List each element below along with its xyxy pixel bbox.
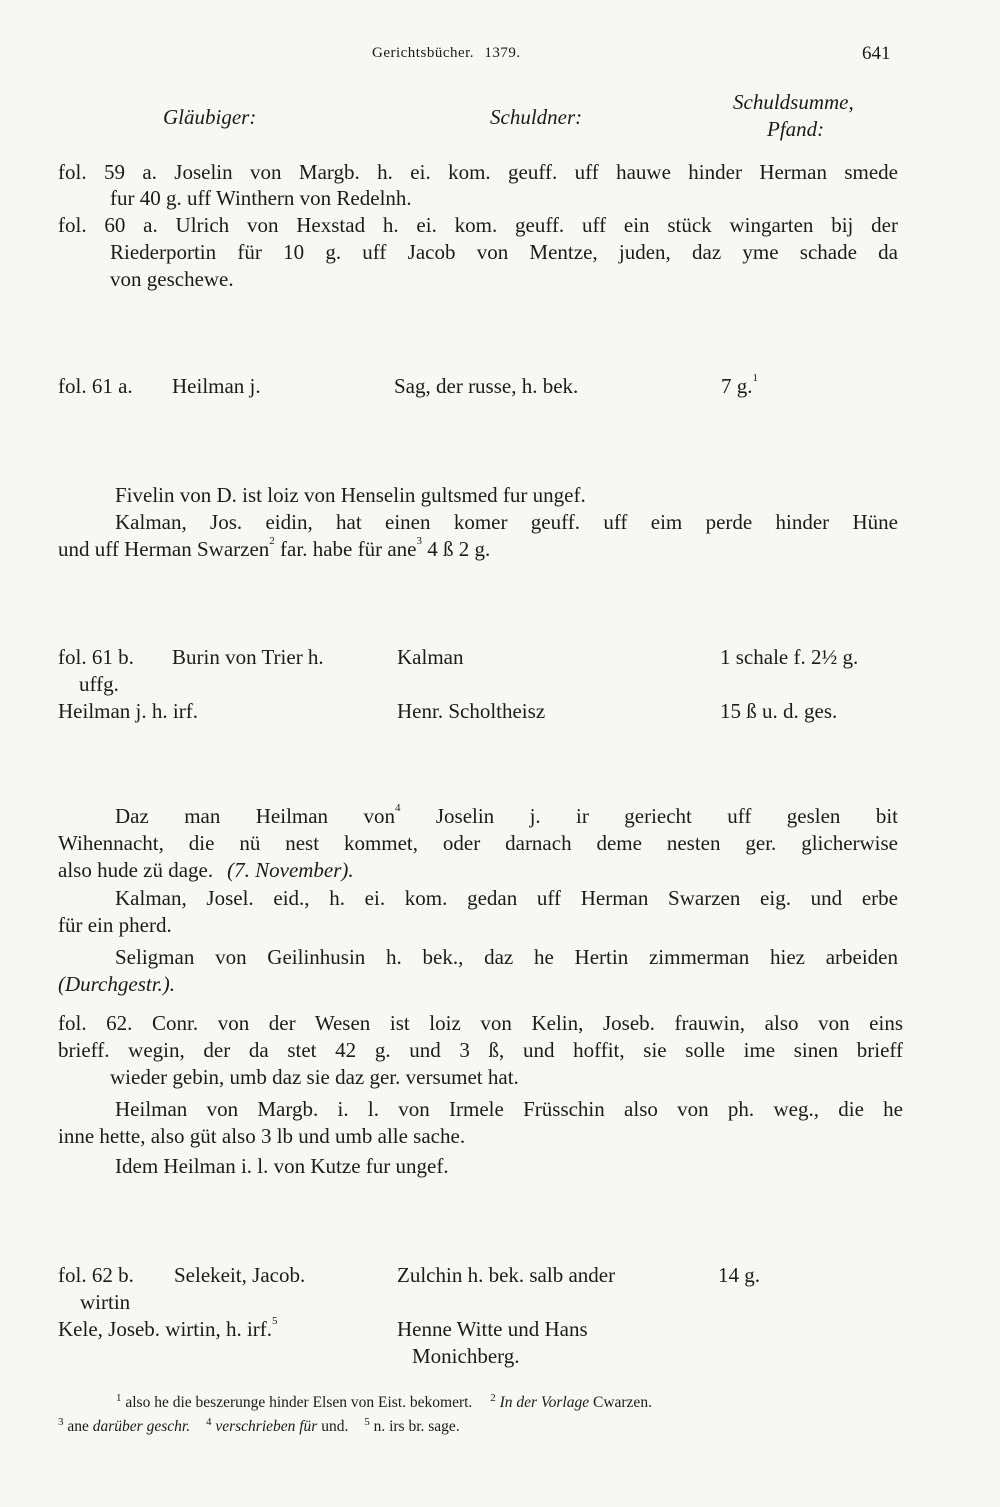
entry-61b-row2-amount: 15 ß u. d. ges. [720,699,838,723]
entry-60a-line-1: fol. 60 a. Ulrich von Hexstad h. ei. kom. geuff. uff ein stück wingarten bij der [58,213,898,237]
entry-60a-line-2: Riederportin für 10 g. uff Jacob von Mentze, juden, daz yme schade da [110,240,898,264]
heilman-text-b: Joselin j. ir geriecht uff geslen bit [400,804,898,828]
entry-62b-creditor-cont: wirtin [80,1290,131,1314]
date-note: (7. November). [227,858,354,882]
entry-61b-fol: fol. 61 b. [58,645,134,669]
footnote-2-italic: In der Vorlage [495,1394,590,1411]
paragraph-fivelin: Fivelin von D. ist loiz von Henselin gultsmed fur ungef. [115,483,586,507]
footnote-1-number: 1 [116,1392,122,1404]
paragraph-seligman-line-1: Seligman von Geilinhusin h. bek., daz he Hertin zimmerman hiez arbeiden [115,945,898,969]
paragraph-kalman-line-2 [58,537,490,562]
paragraph-kalman-josel-line-1: Kalman, Josel. eid., h. ei. kom. gedan uff Herman Swarzen eig. und erbe [115,886,898,910]
entry-61a-amount [721,374,758,399]
heilman-text-c: also hude zü dage. [58,858,214,882]
entry-62b-creditor: Selekeit, Jacob. [174,1263,306,1287]
kalman-text-c: 4 ß 2 g. [421,537,491,561]
footnote-line-1 [116,1394,652,1412]
entry-62b-row2-debtor: Henne Witte und Hans [397,1317,588,1341]
kalman-text-b: far. habe für ane [274,537,417,561]
paragraph-idem-heilman: Idem Heilman i. l. von Kutze fur ungef. [115,1154,449,1178]
heilman-text-a: Daz man Heilman von [115,804,395,828]
column-heading-glaeubiger: Gläubiger: [163,105,257,129]
footnote-3-italic: darüber geschr. [88,1418,191,1435]
kalman-text-a: und uff Herman Swarzen [58,537,270,561]
entry-61a-amount-text: 7 g. [721,374,753,398]
entry-61a-creditor: Heilman j. [172,374,261,398]
entry-61b-debtor: Kalman [397,645,464,669]
footnote-3-number: 3 [58,1416,64,1428]
paragraph-heilman-line-1 [115,804,898,829]
footnote-ref-3: 3 [416,535,422,547]
entry-61a-fol: fol. 61 a. [58,374,133,398]
footnote-line-2 [58,1418,460,1436]
footnote-4 [206,1418,348,1435]
column-heading-pfand: Pfand: [767,117,825,141]
entry-60a-line-3: von geschewe. [110,267,234,291]
entry-62-line-2: brieff. wegin, der da stet 42 g. und 3 ß, und hoffit, sie solle ime sinen brieff [58,1038,903,1062]
entry-59a-line-2: fur 40 g. uff Winthern von Redelnh. [110,186,412,210]
footnote-ref-5: 5 [272,1315,278,1327]
entry-62b-fol: fol. 62 b. [58,1263,134,1287]
entry-62b-row2-debtor-cont: Monichberg. [412,1344,520,1368]
footnote-5-number: 5 [364,1416,370,1428]
footnote-4-number: 4 [205,1416,212,1428]
entry-62b-row2-creditor-text: Kele, Joseb. wirtin, h. irf. [58,1317,273,1341]
paragraph-seligman-note: (Durchgestr.). [58,972,176,996]
footnote-4-text: und. [317,1418,349,1435]
footnote-2-number: 2 [490,1392,496,1404]
footnote-ref-4: 4 [394,802,401,814]
footnote-3-text: ane [63,1418,89,1435]
entry-61b-row2-creditor: Heilman j. h. irf. [58,699,198,723]
entry-61b-creditor: Burin von Trier h. [172,645,324,669]
running-title-year: 1379. [484,45,521,61]
paragraph-heilman-line-3 [58,858,354,883]
footnote-2 [490,1394,652,1411]
paragraph-heilman-line-2: Wihennacht, die nü nest kommet, oder darnach deme nesten ger. glicherwise [58,831,898,855]
footnote-ref-2: 2 [269,535,275,547]
paragraph-margb-line-1: Heilman von Margb. i. l. von Irmele Früsschin also von ph. weg., die he [115,1097,903,1121]
entry-61a-debtor: Sag, der russe, h. bek. [394,374,579,398]
entry-62b-amount: 14 g. [718,1263,760,1287]
entry-59a-line-1: fol. 59 a. Joselin von Margb. h. ei. kom. geuff. uff hauwe hinder Herman smede [58,160,898,184]
entry-62b-row2-creditor [58,1317,278,1342]
entry-62-line-1: fol. 62. Conr. von der Wesen ist loiz von Kelin, Joseb. frauwin, also von eins [58,1011,903,1035]
running-title-text: Gerichtsbücher. [372,45,475,61]
entry-62-line-3: wieder gebin, umb daz sie daz ger. versumet hat. [110,1065,519,1089]
entry-61b-row2-debtor: Henr. Scholtheisz [397,699,546,723]
paragraph-margb-line-2: inne hette, also güt also 3 lb und umb alle sache. [58,1124,466,1148]
entry-61b-amount: 1 schale f. 2½ g. [720,645,859,669]
entry-62b-debtor: Zulchin h. bek. salb ander [397,1263,616,1287]
entry-61b-creditor-cont: uffg. [79,672,119,696]
footnote-2-text: Cwarzen. [589,1394,652,1411]
footnote-ref-1: 1 [752,372,758,384]
page-number: 641 [862,43,891,64]
paragraph-kalman-line-1: Kalman, Jos. eidin, hat einen komer geuff. uff eim perde hinder Hüne [115,510,898,534]
footnote-5-text: n. irs br. sage. [369,1418,460,1435]
running-title [372,45,521,62]
footnote-1-text: also he die beszerunge hinder Elsen von Eist. bekomert. [121,1394,473,1411]
footnote-4-italic: verschrieben für [211,1418,318,1435]
column-heading-schuldner: Schuldner: [490,105,583,129]
column-heading-schuldsumme: Schuldsumme, [733,90,854,114]
paragraph-kalman-josel-line-2: für ein pherd. [58,913,172,937]
footnote-5 [364,1418,459,1435]
